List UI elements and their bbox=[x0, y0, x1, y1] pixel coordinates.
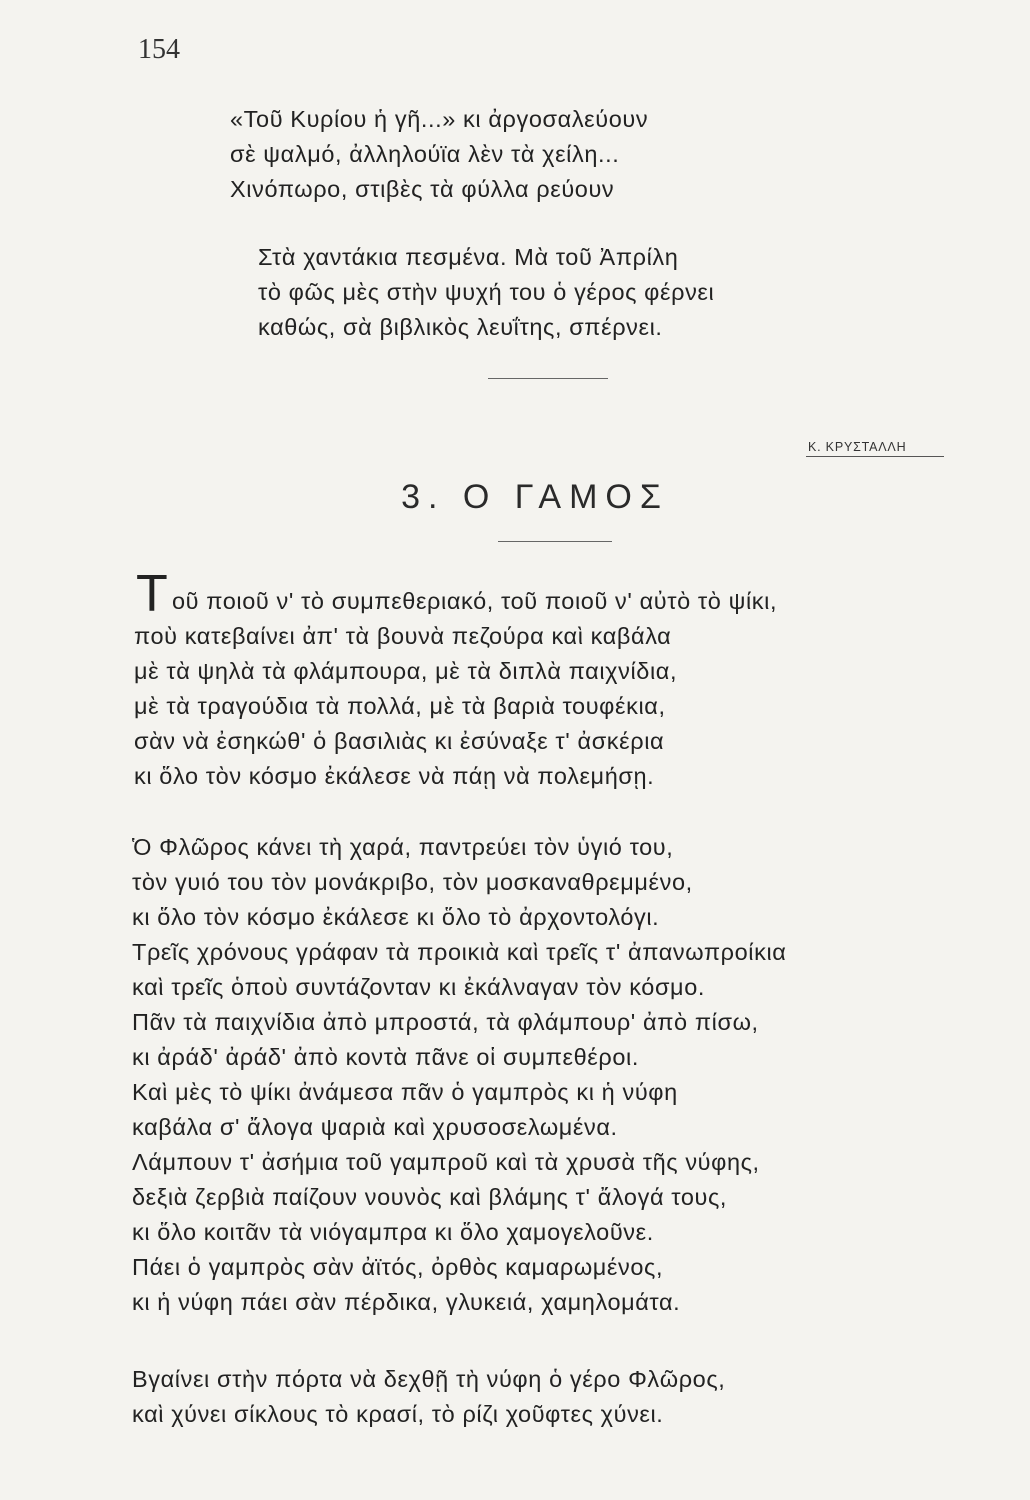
section-title: 3. Ο ΓΑΜΟΣ bbox=[401, 478, 669, 516]
verse-line: μὲ τὰ τραγούδια τὰ πολλά, μὲ τὰ βαριὰ τουφέκια, bbox=[134, 693, 666, 719]
verse-line: Καὶ μὲς τὸ ψίκι ἀνάμεσα πᾶν ὁ γαμπρὸς κι ἡ νύφη bbox=[132, 1079, 678, 1105]
verse-line: κι ἡ νύφη πάει σὰν πέρδικα, γλυκειά, χαμηλομάτα. bbox=[132, 1289, 681, 1315]
verse-line: ποὺ κατεβαίνει ἀπ' τὰ βουνὰ πεζούρα καὶ καβάλα bbox=[134, 623, 672, 649]
verse-line: Βγαίνει στὴν πόρτα νὰ δεχθῇ τὴ νύφη ὁ γέρο Φλῶρος, bbox=[132, 1366, 726, 1392]
verse-line: «Τοῦ Κυρίου ἡ γῆ...» κι ἀργοσαλεύουν bbox=[230, 106, 649, 132]
verse-line: Πᾶν τὰ παιχνίδια ἀπὸ μπροστά, τὰ φλάμπουρ' ἀπὸ πίσω, bbox=[132, 1009, 759, 1035]
stanza-5 bbox=[132, 1362, 725, 1432]
verse-line: δεξιὰ ζερβιὰ παίζουν νουνὸς καὶ βλάμης τ' ἄλογά τους, bbox=[132, 1184, 727, 1210]
verse-line: τὸ φῶς μὲς στὴν ψυχή του ὁ γέρος φέρνει bbox=[258, 279, 715, 305]
verse-line: κι ὅλο τὸν κόσμο ἐκάλεσε κι ὅλο τὸ ἀρχοντολόγι. bbox=[132, 904, 660, 930]
stanza-1 bbox=[230, 102, 648, 207]
signature-underline bbox=[806, 456, 944, 457]
verse-line: Χινόπωρο, στιβὲς τὰ φύλλα ρεύουν bbox=[230, 176, 615, 202]
drop-cap: Τ bbox=[136, 565, 168, 623]
verse-line: τὸν γυιό του τὸν μονάκριβο, τὸν μοσκαναθρεμμένο, bbox=[132, 869, 693, 895]
verse-line: Ὁ Φλῶρος κάνει τὴ χαρά, παντρεύει τὸν ὑγιό του, bbox=[132, 834, 674, 860]
verse-line: καβάλα σ' ἄλογα ψαριὰ καὶ χρυσοσελωμένα. bbox=[132, 1114, 618, 1140]
stanza-2 bbox=[258, 240, 714, 345]
author-signature: Κ. ΚΡΥΣΤΑΛΛΗ bbox=[808, 440, 907, 454]
verse-line: Τρεῖς χρόνους γράφαν τὰ προικιὰ καὶ τρεῖς τ' ἀπανωπροίκια bbox=[132, 939, 787, 965]
verse-line: σὲ ψαλμό, ἀλληλούϊα λὲν τὰ χείλη... bbox=[230, 141, 620, 167]
stanza-3 bbox=[134, 584, 777, 794]
verse-line: καθώς, σὰ βιβλικὸς λευΐτης, σπέρνει. bbox=[258, 314, 663, 340]
verse-line: Πάει ὁ γαμπρὸς σὰν ἀϊτός, ὀρθὸς καμαρωμένος, bbox=[132, 1254, 664, 1280]
verse-line: Λάμπουν τ' ἀσήμια τοῦ γαμπροῦ καὶ τὰ χρυσὰ τῆς νύφης, bbox=[132, 1149, 760, 1175]
verse-line: οῦ ποιοῦ ν' τὸ συμπεθεριακό, τοῦ ποιοῦ ν' αὐτὸ τὸ ψίκι, bbox=[172, 588, 778, 614]
verse-line: Στὰ χαντάκια πεσμένα. Μὰ τοῦ Ἀπρίλη bbox=[258, 244, 679, 270]
verse-line: κι ἀράδ' ἀράδ' ἀπὸ κοντὰ πᾶνε οἱ συμπεθέροι. bbox=[132, 1044, 639, 1070]
separator-rule bbox=[488, 378, 608, 379]
verse-line: κι ὅλο τὸν κόσμο ἐκάλεσε νὰ πάῃ νὰ πολεμήσῃ. bbox=[134, 763, 655, 789]
separator-rule bbox=[498, 541, 612, 542]
verse-line: καὶ χύνει σίκλους τὸ κρασί, τὸ ρίζι χοῦφτες χύνει. bbox=[132, 1401, 664, 1427]
verse-line: μὲ τὰ ψηλὰ τὰ φλάμπουρα, μὲ τὰ διπλὰ παιχνίδια, bbox=[134, 658, 678, 684]
verse-line: καὶ τρεῖς ὁποὺ συντάζονταν κι ἐκάλναγαν τὸν κόσμο. bbox=[132, 974, 706, 1000]
verse-line: κι ὅλο κοιτᾶν τὰ νιόγαμπρα κι ὅλο χαμογελοῦνε. bbox=[132, 1219, 654, 1245]
stanza-4 bbox=[132, 830, 786, 1320]
page-number: 154 bbox=[138, 34, 180, 65]
verse-line: σὰν νὰ ἐσηκώθ' ὁ βασιλιὰς κι ἐσύναξε τ' ἀσκέρια bbox=[134, 728, 665, 754]
